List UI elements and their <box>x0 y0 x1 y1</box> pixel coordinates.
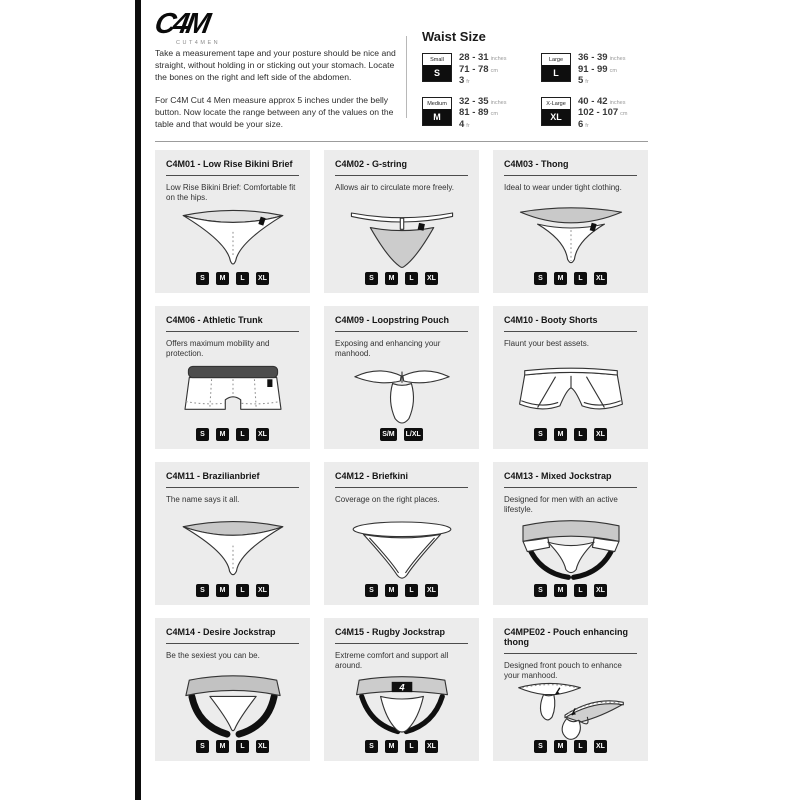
title-underline <box>335 487 468 488</box>
product-title: C4M10 - Booty Shorts <box>504 315 598 325</box>
product-card-c4m06 <box>155 306 310 449</box>
product-card-c4m10 <box>493 306 648 449</box>
size-option: XL <box>256 584 269 597</box>
size-options <box>504 272 637 285</box>
brand-logo-wordmark: C4M <box>152 8 211 40</box>
g-string-illustration <box>335 203 468 270</box>
loopstring-pouch-illustration <box>335 359 468 426</box>
size-options <box>166 428 299 441</box>
product-description: Coverage on the right places. <box>335 495 440 504</box>
size-option: M <box>216 740 229 753</box>
product-description: Offers maximum mobility and protection. <box>166 339 270 358</box>
size-option: M <box>554 584 567 597</box>
product-description: Extreme comfort and support all around. <box>335 651 449 670</box>
size-option: S <box>365 272 378 285</box>
size-badge-xlarge <box>541 97 571 126</box>
size-badge-letter: XL <box>542 109 570 125</box>
size-option: M <box>385 272 398 285</box>
size-option: S <box>196 272 209 285</box>
product-card-c4m02 <box>324 150 479 293</box>
size-option: XL <box>256 272 269 285</box>
product-description: The name says it all. <box>166 495 240 504</box>
product-card-c4m12 <box>324 462 479 605</box>
product-grid <box>155 150 648 761</box>
waist-entry-large <box>541 53 648 88</box>
title-underline <box>166 331 299 332</box>
size-option: S <box>534 584 547 597</box>
size-options <box>335 272 468 285</box>
title-underline <box>335 175 468 176</box>
title-underline <box>166 643 299 644</box>
waist-size-title: Waist Size <box>422 29 486 44</box>
size-option: XL <box>594 428 607 441</box>
size-badge-letter: M <box>423 109 451 125</box>
size-badge-large <box>541 53 571 82</box>
size-values: 28 - 31 inches 71 - 78 cm 3 fr <box>459 52 507 86</box>
title-underline <box>504 331 637 332</box>
size-option: M <box>385 584 398 597</box>
size-option: M <box>385 740 398 753</box>
product-title: C4M11 - Brazilianbrief <box>166 471 260 481</box>
size-option: L <box>574 428 587 441</box>
size-option: M <box>554 272 567 285</box>
size-option: S <box>534 272 547 285</box>
size-options <box>166 584 299 597</box>
size-options <box>335 428 468 441</box>
size-values: 40 - 42 inches 102 - 107 cm 6 fr <box>578 95 628 130</box>
title-underline <box>504 175 637 176</box>
size-option: L <box>574 272 587 285</box>
size-option: M <box>216 272 229 285</box>
product-description: Designed for men with an active lifestyle. <box>504 495 618 514</box>
product-description: Ideal to wear under tight clothing. <box>504 183 622 192</box>
waist-size-section <box>422 29 648 131</box>
size-option: S/M <box>380 428 396 441</box>
size-option: L <box>574 584 587 597</box>
product-card-c4m09 <box>324 306 479 449</box>
size-option: L <box>236 740 249 753</box>
size-option: M <box>554 740 567 753</box>
size-options <box>504 584 637 597</box>
size-option: L/XL <box>404 428 423 441</box>
size-option: XL <box>594 740 607 753</box>
size-values: 36 - 39 inches 91 - 99 cm 5 fr <box>578 52 626 86</box>
title-underline <box>166 487 299 488</box>
pouch-enhancing-thong-illustration <box>504 681 637 738</box>
size-badge-letter: S <box>423 65 451 81</box>
waist-entry-xlarge <box>541 97 648 132</box>
product-card-c4m01 <box>155 150 310 293</box>
rugby-waistband-logo: 4 <box>398 680 405 692</box>
brand-logo <box>152 8 221 46</box>
size-options <box>335 740 468 753</box>
product-title: C4M02 - G-string <box>335 159 408 169</box>
size-badge-label: X-Large <box>542 98 570 109</box>
athletic-trunk-illustration <box>166 359 299 426</box>
size-options <box>166 272 299 285</box>
size-option: S <box>534 740 547 753</box>
product-description: Designed front pouch to enhance your manhood. <box>504 661 622 680</box>
product-card-c4mpe02 <box>493 618 648 761</box>
size-option: S <box>196 428 209 441</box>
size-option: M <box>216 428 229 441</box>
size-badge-letter: L <box>542 65 570 81</box>
product-title: C4MPE02 - Pouch enhancing thong <box>504 627 629 647</box>
rugby-jockstrap-illustration <box>335 671 468 738</box>
product-card-c4m15 <box>324 618 479 761</box>
briefkini-illustration <box>335 515 468 582</box>
product-card-c4m13 <box>493 462 648 605</box>
product-card-c4m11 <box>155 462 310 605</box>
product-description: Be the sexiest you can be. <box>166 651 260 660</box>
product-title: C4M12 - Briefkini <box>335 471 409 481</box>
brand-tagline: CUT4MEN <box>176 40 221 46</box>
size-badge-small <box>422 53 452 82</box>
title-underline <box>504 653 637 654</box>
waist-entry-small <box>422 53 529 88</box>
thong-illustration <box>504 203 637 270</box>
product-description: Flaunt your best assets. <box>504 339 589 348</box>
size-option: L <box>574 740 587 753</box>
size-option: L <box>405 584 418 597</box>
size-option: XL <box>594 272 607 285</box>
waist-size-table <box>422 53 648 131</box>
size-option: XL <box>256 740 269 753</box>
size-option: S <box>534 428 547 441</box>
size-option: L <box>405 272 418 285</box>
title-underline <box>166 175 299 176</box>
size-option: M <box>554 428 567 441</box>
measurement-instructions <box>155 47 398 130</box>
size-badge-label: Large <box>542 54 570 65</box>
title-underline <box>335 643 468 644</box>
horizontal-divider <box>155 141 648 142</box>
size-option: S <box>365 584 378 597</box>
vertical-divider <box>406 36 407 118</box>
page-content <box>152 0 648 800</box>
title-underline <box>335 331 468 332</box>
product-title: C4M15 - Rugby Jockstrap <box>335 627 446 637</box>
waist-entry-medium <box>422 97 529 132</box>
size-option: XL <box>425 272 438 285</box>
size-option: XL <box>425 584 438 597</box>
size-badge-medium <box>422 97 452 126</box>
title-underline <box>504 487 637 488</box>
brazilian-brief-illustration <box>166 515 299 582</box>
size-option: XL <box>425 740 438 753</box>
size-option: S <box>196 584 209 597</box>
size-options <box>166 740 299 753</box>
product-description: Allows air to circulate more freely. <box>335 183 454 192</box>
size-option: L <box>236 428 249 441</box>
product-description: Exposing and enhancing your manhood. <box>335 339 441 358</box>
desire-jockstrap-illustration <box>166 671 299 738</box>
instruction-paragraph-2: For C4M Cut 4 Men measure approx 5 inches under the belly button. Now locate the range between any of the values on the table and that would be your size. <box>155 95 394 129</box>
bikini-brief-illustration <box>166 203 299 270</box>
size-badge-label: Small <box>423 54 451 65</box>
size-options <box>335 584 468 597</box>
size-option: XL <box>594 584 607 597</box>
product-title: C4M01 - Low Rise Bikini Brief <box>166 159 293 169</box>
product-card-c4m14 <box>155 618 310 761</box>
left-accent-bar <box>135 0 141 800</box>
size-option: L <box>236 584 249 597</box>
size-values: 32 - 35 inches 81 - 89 cm 4 fr <box>459 95 507 130</box>
size-option: L <box>236 272 249 285</box>
booty-shorts-illustration <box>504 359 637 426</box>
size-option: L <box>405 740 418 753</box>
product-title: C4M14 - Desire Jockstrap <box>166 627 276 637</box>
size-option: XL <box>256 428 269 441</box>
size-option: S <box>365 740 378 753</box>
header <box>152 0 648 150</box>
product-title: C4M13 - Mixed Jockstrap <box>504 471 612 481</box>
mixed-jockstrap-illustration <box>504 515 637 582</box>
product-title: C4M06 - Athletic Trunk <box>166 315 263 325</box>
product-description: Low Rise Bikini Brief: Comfortable fit on the hips. <box>166 183 296 202</box>
product-title: C4M03 - Thong <box>504 159 569 169</box>
product-card-c4m03 <box>493 150 648 293</box>
size-options <box>504 740 637 753</box>
instruction-paragraph-1: Take a measurement tape and your posture should be nice and straight, without holding in or sticking out your stomach. Locate the bones on the right and left side of the abdomen. <box>155 48 396 82</box>
size-option: M <box>216 584 229 597</box>
size-options <box>504 428 637 441</box>
size-badge-label: Medium <box>423 98 451 109</box>
size-option: S <box>196 740 209 753</box>
product-title: C4M09 - Loopstring Pouch <box>335 315 450 325</box>
